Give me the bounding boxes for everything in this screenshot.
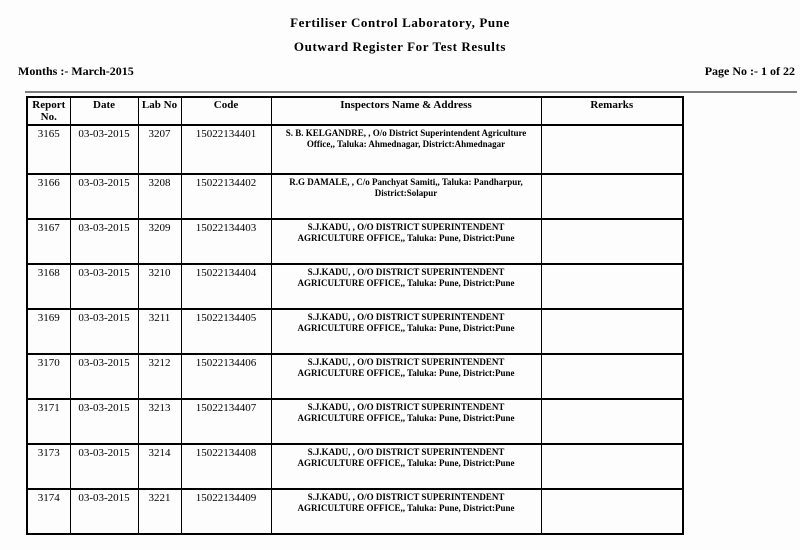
lab-no-cell: 3211 [138, 309, 181, 354]
lab-no-cell: 3209 [138, 219, 181, 264]
inspector-cell: S.J.KADU, , O/O DISTRICT SUPERINTENDENT AGRICULTURE OFFICE,, Taluka: Pune, District:Pune [271, 399, 541, 444]
report-no-cell: 3165 [27, 125, 70, 174]
column-header-remarks: Remarks [541, 97, 683, 125]
code-cell: 15022134403 [181, 219, 271, 264]
column-header-report_no: Report No. [27, 97, 70, 125]
inspector-cell: S.J.KADU, , O/O DISTRICT SUPERINTENDENT AGRICULTURE OFFICE,, Taluka: Pune, District:Pune [271, 444, 541, 489]
report-no-cell: 3168 [27, 264, 70, 309]
inspector-cell: S.J.KADU, , O/O DISTRICT SUPERINTENDENT AGRICULTURE OFFICE,, Taluka: Pune, District:Pune [271, 309, 541, 354]
code-cell: 15022134405 [181, 309, 271, 354]
code-cell: 15022134407 [181, 399, 271, 444]
remarks-cell [541, 399, 683, 444]
table-row [27, 399, 683, 444]
remarks-cell [541, 444, 683, 489]
table-row [27, 125, 683, 174]
report-title: Fertiliser Control Laboratory, Pune [290, 15, 510, 30]
code-cell: 15022134409 [181, 489, 271, 534]
column-header-code: Code [181, 97, 271, 125]
date-cell: 03-03-2015 [70, 264, 138, 309]
lab-no-cell: 3208 [138, 174, 181, 219]
column-header-inspector: Inspectors Name & Address [271, 97, 541, 125]
table-row [27, 174, 683, 219]
table-row [27, 444, 683, 489]
report-no-cell: 3174 [27, 489, 70, 534]
table-row [27, 354, 683, 399]
column-header-lab_no: Lab No [138, 97, 181, 125]
report-no-cell: 3173 [27, 444, 70, 489]
lab-no-cell: 3207 [138, 125, 181, 174]
remarks-cell [541, 489, 683, 534]
inspector-cell: S. B. KELGANDRE, , O/o District Superintendent Agriculture Office,, Taluka: Ahmednagar, District:Ahmednagar [271, 125, 541, 174]
code-cell: 15022134408 [181, 444, 271, 489]
report-no-cell: 3169 [27, 309, 70, 354]
report-no-cell: 3170 [27, 354, 70, 399]
lab-no-cell: 3214 [138, 444, 181, 489]
date-cell: 03-03-2015 [70, 444, 138, 489]
table-row [27, 264, 683, 309]
code-cell: 15022134401 [181, 125, 271, 174]
remarks-cell [541, 219, 683, 264]
code-cell: 15022134402 [181, 174, 271, 219]
column-header-date: Date [70, 97, 138, 125]
report-subtitle: Outward Register For Test Results [293, 39, 507, 54]
inspector-cell: S.J.KADU, , O/O DISTRICT SUPERINTENDENT AGRICULTURE OFFICE,, Taluka: Pune, District:Pune [271, 219, 541, 264]
remarks-cell [541, 354, 683, 399]
table-row [27, 219, 683, 264]
code-cell: 15022134404 [181, 264, 271, 309]
lab-no-cell: 3212 [138, 354, 181, 399]
page-number-label: Page No :- 1 of 22 [704, 64, 795, 78]
report-no-cell: 3171 [27, 399, 70, 444]
remarks-cell [541, 309, 683, 354]
inspector-cell: S.J.KADU, , O/O DISTRICT SUPERINTENDENT AGRICULTURE OFFICE,, Taluka: Pune, District:Pune [271, 489, 541, 534]
remarks-cell [541, 125, 683, 174]
lab-no-cell: 3210 [138, 264, 181, 309]
remarks-cell [541, 264, 683, 309]
inspector-cell: R.G DAMALE, , C/o Panchyat Samiti,, Taluka: Pandharpur, District:Solapur [271, 174, 541, 219]
lab-no-cell: 3221 [138, 489, 181, 534]
header-rule [25, 91, 797, 93]
date-cell: 03-03-2015 [70, 125, 138, 174]
date-cell: 03-03-2015 [70, 219, 138, 264]
outward-register-table [26, 96, 684, 535]
date-cell: 03-03-2015 [70, 354, 138, 399]
table-header-row [27, 97, 683, 125]
table-row [27, 489, 683, 534]
report-no-cell: 3166 [27, 174, 70, 219]
months-label: Months :- March-2015 [18, 64, 134, 78]
inspector-cell: S.J.KADU, , O/O DISTRICT SUPERINTENDENT AGRICULTURE OFFICE,, Taluka: Pune, District:Pune [271, 264, 541, 309]
remarks-cell [541, 174, 683, 219]
code-cell: 15022134406 [181, 354, 271, 399]
table-row [27, 309, 683, 354]
meta-row [0, 64, 800, 78]
report-no-cell: 3167 [27, 219, 70, 264]
date-cell: 03-03-2015 [70, 489, 138, 534]
lab-no-cell: 3213 [138, 399, 181, 444]
date-cell: 03-03-2015 [70, 309, 138, 354]
inspector-cell: S.J.KADU, , O/O DISTRICT SUPERINTENDENT AGRICULTURE OFFICE,, Taluka: Pune, District:Pune [271, 354, 541, 399]
date-cell: 03-03-2015 [70, 174, 138, 219]
date-cell: 03-03-2015 [70, 399, 138, 444]
